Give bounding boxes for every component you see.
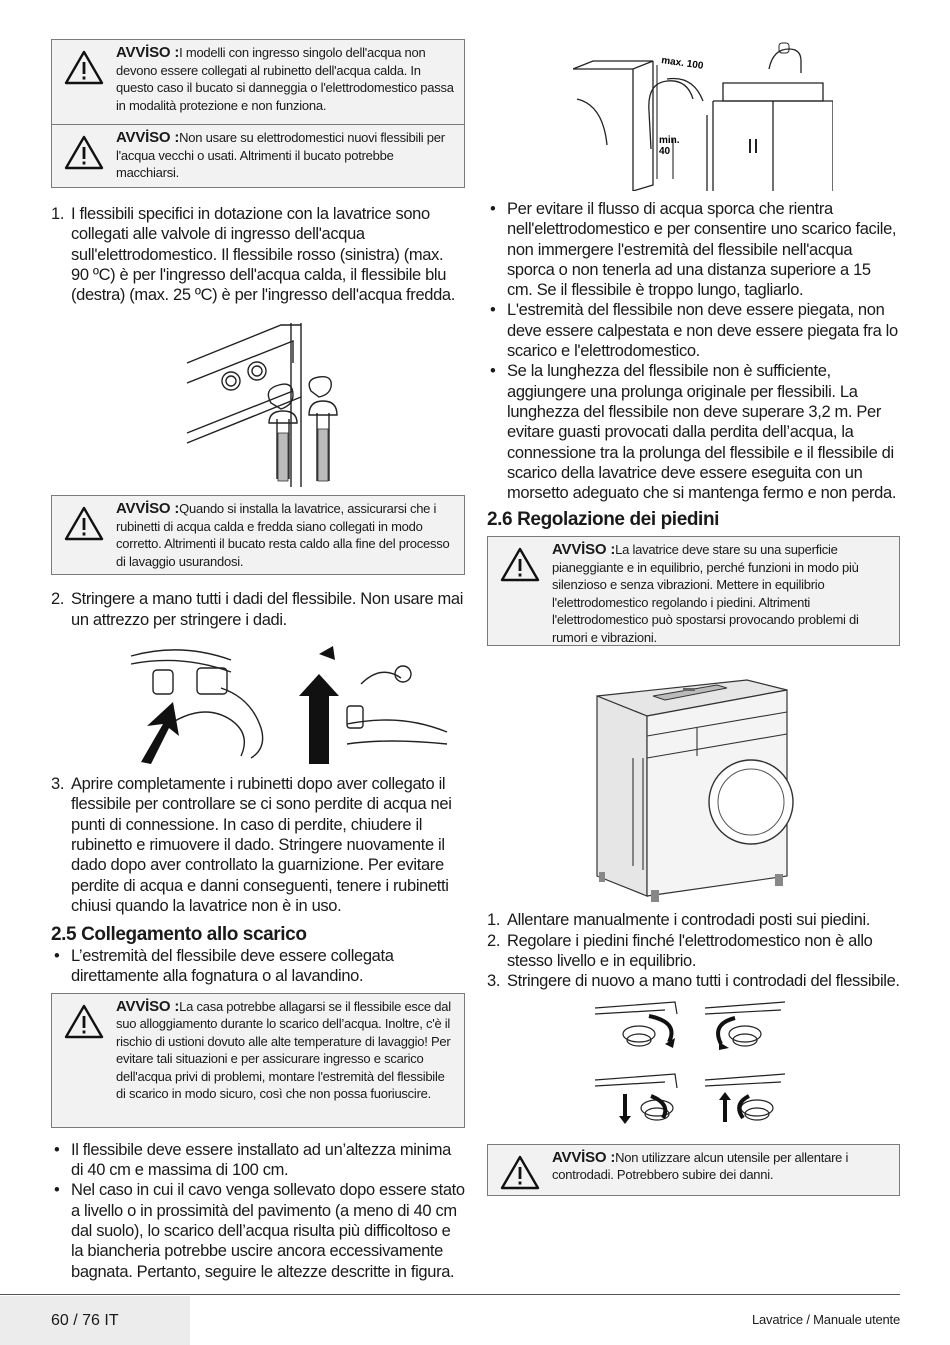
warning-box-hot-cold (51, 495, 465, 575)
footer-divider (0, 1294, 900, 1295)
step-text: Regolare i piedini finché l'elettrodomestico non è allo stesso livello e in equilibrio. (507, 931, 873, 971)
warning-triangle-icon (52, 500, 116, 570)
warning-label: AVVİSO : (116, 44, 180, 61)
warning-box-no-tools (487, 1144, 900, 1196)
bullet-icon: • (490, 301, 496, 320)
bullet-icon: • (54, 1140, 60, 1159)
warning-text: Non utilizzare alcun utensile per allentare i controdadi. Potrebbero subire dei danni. (552, 1149, 849, 1183)
warning-triangle-icon (488, 541, 552, 641)
figure-label-max: max. 100 (660, 55, 704, 72)
bullet-drain-connection (51, 946, 465, 987)
inlet-hoses-illustration (51, 323, 465, 487)
warning-text: Quando si installa la lavatrice, assicurarsi che i rubinetti di acqua calda e fredda siano collegati in modo corretto. Altrimenti il bucato resta caldo alla fine del processo di lavaggio usurandosi. (116, 501, 450, 569)
drain-height-illustration (573, 39, 833, 191)
warning-label: AVVİSO : (116, 500, 180, 518)
step-number: 2. (51, 590, 65, 609)
bullet-hose-bend (487, 300, 900, 361)
bullet-icon: • (490, 200, 496, 218)
left-column (51, 39, 465, 1282)
adjust-feet-illustration (595, 998, 795, 1132)
bullet-hose-lifted (51, 1180, 465, 1281)
warning-label: AVVİSO : (552, 541, 616, 559)
feet-step-1 (487, 910, 900, 930)
manual-title: Lavatrice / Manuale utente (751, 1312, 900, 1327)
bullet-text: Il flessibile deve essere installato ad un’altezza minima di 40 cm e massima di 100 cm. (71, 1140, 451, 1180)
step-text: I flessibili specifici in dotazione con la lavatrice sono collegati alle valvole di ingresso dell'acqua sull'elettrodomestico. Il flessibile rosso (sinistra) (max. 90 ºC) è per l'ingresso dell'acqua calda, il flessibile blu (destra) (max. 25 ºC) è per l'ingresso dell'acqua fredda. (71, 205, 455, 305)
figure-label-min-value: 40 (659, 146, 671, 157)
step-1 (51, 204, 465, 305)
page-number: 60 / 76 IT (0, 1296, 190, 1345)
bullet-hose-height (51, 1140, 465, 1181)
step-text: Aprire completamente i rubinetti dopo aver collegato il flessibile per controllare se ci sono perdite di acqua nei punti di connessione. In caso di perdite, chiudere il rubinetto e rimuovere il dado. Stringere nuovamente il dado dopo aver controllato la guarnizione. Per evitare perdite di acqua e danni conseguenti, tenere i rubinetti chiusi quando la lavatrice non è in uso. (71, 775, 452, 915)
feet-step-3 (487, 971, 900, 991)
warning-text: I modelli con ingresso singolo dell'acqua non devono essere collegati al rubinetto dell'acqua calda. In questo caso il bucato si danneggia o l'elettrodomestico passa in modalità protezione e non funziona. (116, 45, 454, 113)
step-2 (51, 589, 465, 630)
step-number: 1. (487, 911, 501, 930)
bullet-text: Se la lunghezza del flessibile non è sufficiente, aggiungere una prolunga originale per flessibili. La lunghezza del flessibile non deve superare 3,2 m. Per evitare guasti provocati dalla perdita dell’acqua, la connessione tra la prolunga del flessibile e il flessibile di scarico della lavatrice deve essere eseguita con un morsetto adeguato che si mantenga fermo e non perda. (507, 362, 897, 503)
step-number: 2. (487, 931, 501, 950)
section-heading-feet: 2.6 Regolazione dei piedini (487, 509, 720, 531)
warning-text: Non usare su elettrodomestici nuovi flessibili per l'acqua vecchi o usati. Altrimenti il bucato potrebbe macchiarsi. (116, 130, 445, 180)
warning-box-single-inlet (51, 39, 465, 125)
section-heading-drain: 2.5 Collegamento allo scarico (51, 924, 307, 946)
warning-label: AVVİSO : (116, 129, 180, 146)
bullet-hose-extension (487, 361, 900, 503)
warning-text: La lavatrice deve stare su una superficie pianeggiante e in equilibrio, perché funzioni in modo più silenzioso e senza vibrazioni. Mettere in equilibrio l'elettrodomestico regolando i piedini. Altrimenti l'elettrodomestico può spostarsi provocando problemi di rumori e vibrazioni. (552, 542, 859, 645)
step-text: Allentare manualmente i controdadi posti sui piedini. (507, 911, 871, 930)
warning-text: La casa potrebbe allagarsi se il flessibile esce dal suo alloggiamento durante lo scarico dell’acqua. Inoltre, c'è il rischio di ustioni dovuto alle alte temperature di lavaggio! Per evitare tali situazioni e per assicurare ingresso e scarico dell'acqua privi di problemi, montare l'estremità del flessibile di scarico in modo sicuro, così che non possa fuoriuscire. (116, 998, 451, 1102)
bullet-icon: • (490, 362, 496, 381)
figure-label-min: min. (659, 135, 680, 146)
right-column (487, 39, 900, 1196)
step-number: 3. (51, 775, 65, 794)
feet-step-2 (487, 931, 900, 972)
bullet-text: L’estremità del flessibile deve essere collegata direttamente alla fognatura o al lavandino. (71, 947, 394, 986)
bullet-icon: • (54, 947, 60, 966)
tighten-nuts-illustration (51, 644, 465, 764)
warning-triangle-icon (52, 998, 116, 1123)
warning-triangle-icon (52, 44, 116, 120)
warning-triangle-icon (488, 1149, 552, 1191)
warning-box-flooding (51, 993, 465, 1128)
warning-box-old-hoses (51, 125, 465, 188)
warning-triangle-icon (52, 129, 116, 183)
step-text: Stringere di nuovo a mano tutti i controdadi del flessibile. (507, 972, 900, 991)
warning-box-level-surface (487, 536, 900, 646)
step-number: 3. (487, 972, 501, 991)
bullet-dirty-water (487, 199, 900, 300)
feet-steps-list (487, 910, 900, 991)
step-3 (51, 774, 465, 916)
warning-label: AVVİSO : (116, 997, 180, 1015)
step-text: Stringere a mano tutti i dadi del flessibile. Non usare mai un attrezzo per stringere i dadi. (71, 590, 464, 629)
bullet-icon: • (54, 1181, 60, 1200)
warning-label: AVVİSO : (552, 1148, 616, 1166)
bullet-text: L'estremità del flessibile non deve essere piegata, non deve essere calpestata e non deve essere piegata fra lo scarico e l'elettrodomestico. (507, 301, 898, 361)
step-number: 1. (51, 205, 65, 223)
bullet-text: Nel caso in cui il cavo venga sollevato dopo essere stato a livello o in prossimità del pavimento (a meno di 40 cm dal suolo), lo scarico dell’acqua risulta più difficoltoso e la biancheria potrebbe uscire ancora eccessivamente bagnata. Pertanto, seguire le altezze descritte in figura. (71, 1181, 465, 1281)
bullet-text: Per evitare il flusso di acqua sporca che rientra nell'elettrodomestico e per consentire uno scarico facile, non immergere l'estremità del flessibile nell'acqua sporca o non tenerla ad una distanza superiore a 15 cm. Se il flessibile è troppo lungo, tagliarlo. (507, 200, 897, 300)
washing-machine-illustration (587, 676, 807, 908)
